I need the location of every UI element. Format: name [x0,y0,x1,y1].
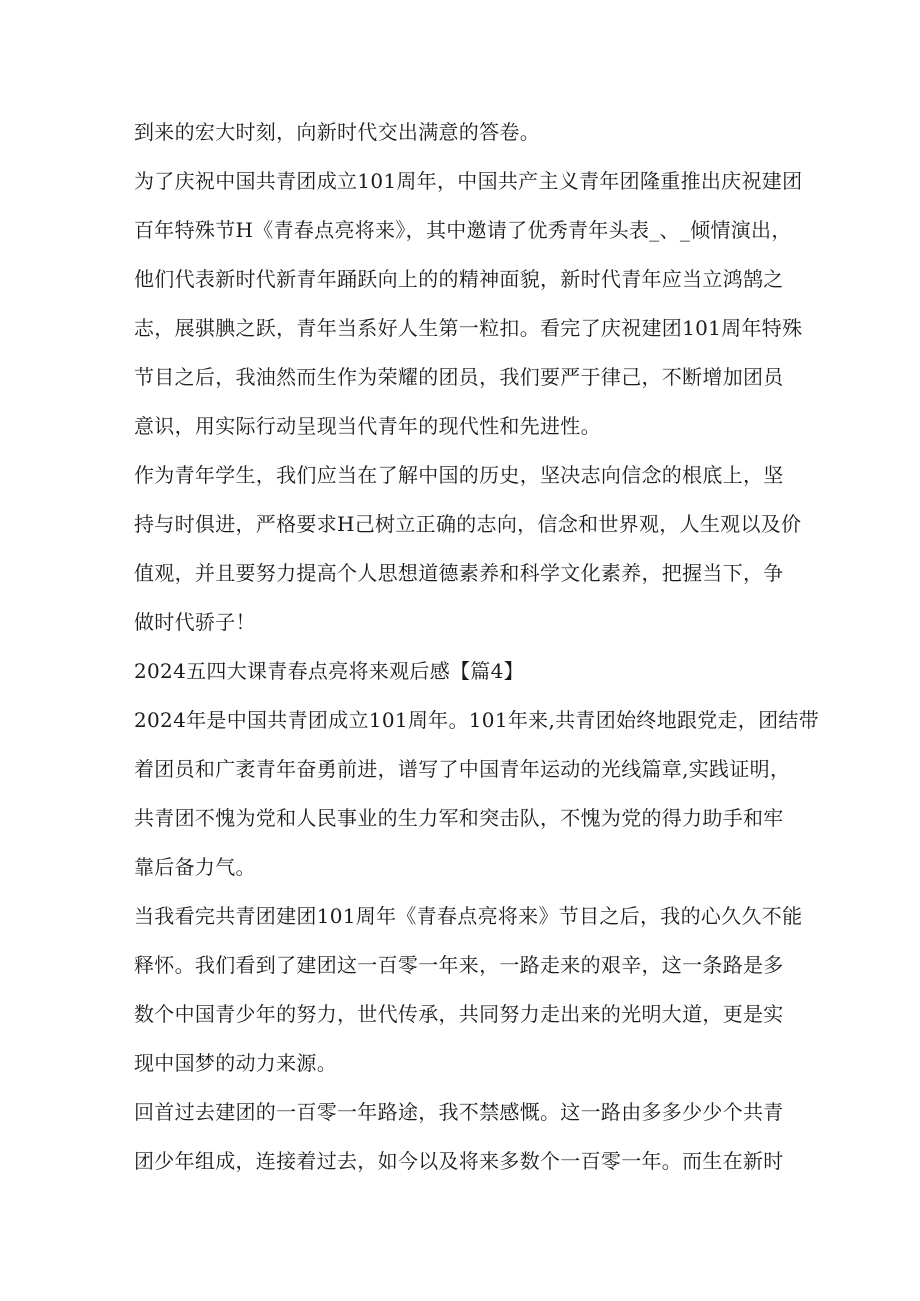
text-line: 释怀。我们看到了建团这一百零一年来，一路走来的艰辛，这一条路是多 [134,953,784,977]
text-line: 2024年是中国共青团成立101周年。101年来,共青团始终地跟党走，团结带 [134,708,820,732]
document-body [134,108,820,1186]
text-line: 回首过去建团的一百零一年路途，我不禁感慨。这一路由多多少少个共青 [134,1100,784,1124]
section-heading: 2024五四大课青春点亮将来观后感【篇4】 [134,659,524,683]
text-line: 意识，用实际行动呈现当代青年的现代性和先进性。 [134,414,601,438]
text-line: 着团员和广袤青年奋勇前进，谱写了中国青年运动的光线篇章,实践证明， [134,757,791,781]
text-line: 现中国梦的动力来源。 [134,1051,337,1075]
text-line: 志，展骐腆之跃，青年当系好人生第一粒扣。看完了庆祝建团101周年特殊 [134,316,803,340]
text-line: 共青团不愧为党和人民事业的生力军和突击队，不愧为党的得力助手和牢 [134,806,784,830]
text-line: 持与时俱进，严格要求H己树立正确的志向，信念和世界观，人生观以及价 [134,512,802,536]
text-line: 节目之后，我油然而生作为荣耀的团员，我们要严于律己，不断增加团员 [134,365,784,389]
text-line: 当我看完共青团建团101周年《青春点亮将来》节目之后，我的心久久不能 [134,904,803,928]
text-line: 靠后备力气。 [134,855,256,879]
text-line: 数个中国青少年的努力，世代传承，共同努力走出来的光明大道，更是实 [134,1002,784,1026]
text-line: 百年特殊节H《青春点亮将来》，其中邀请了优秀青年头表_、_倾情演出， [134,218,792,242]
text-line: 到来的宏大时刻，向新时代交出满意的答卷。 [134,120,540,144]
text-line: 他们代表新时代新青年踊跃向上的的精神面貌，新时代青年应当立鸿鹄之 [134,267,784,291]
text-line: 做时代骄子！ [134,610,256,634]
text-line: 为了庆祝中国共青团成立101周年，中国共产主义青年团隆重推出庆祝建团 [134,169,803,193]
text-line: 作为青年学生，我们应当在了解中国的历史，坚决志向信念的根底上，坚 [134,463,784,487]
text-line: 团少年组成，连接着过去，如今以及将来多数个一百零一年。而生在新时 [134,1149,784,1173]
text-line: 值观，并且要努力提高个人思想道德素养和科学文化素养，把握当下，争 [134,561,784,585]
